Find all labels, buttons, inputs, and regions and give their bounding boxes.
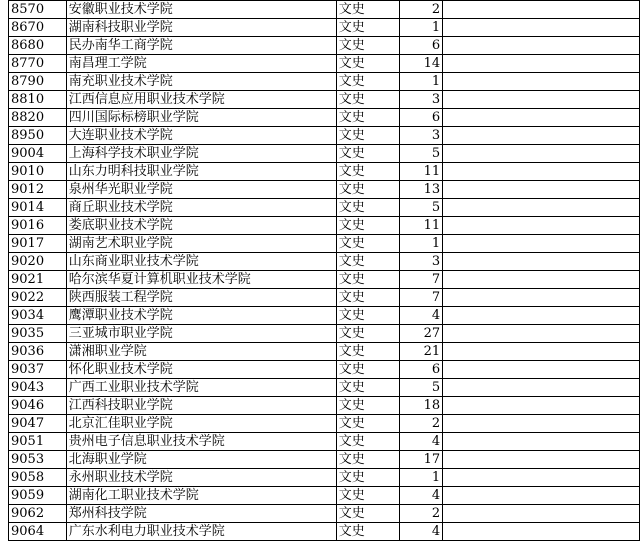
- college-code-cell: 9017: [9, 235, 67, 253]
- subject-type-cell: 文史: [336, 163, 400, 181]
- subject-type-cell: 文史: [336, 343, 400, 361]
- college-name-cell: 娄底职业技术学院: [66, 217, 336, 235]
- college-name-cell: 哈尔滨华夏计算机职业技术学院: [66, 271, 336, 289]
- subject-type-cell: 文史: [336, 73, 400, 91]
- college-code-cell: 8810: [9, 91, 67, 109]
- subject-type-cell: 文史: [336, 19, 400, 37]
- college-code-cell: 9012: [9, 181, 67, 199]
- college-code-cell: 9020: [9, 253, 67, 271]
- college-code-cell: 9046: [9, 397, 67, 415]
- plan-count-cell: 27: [400, 325, 443, 343]
- college-code-cell: 8820: [9, 109, 67, 127]
- college-code-cell: 8790: [9, 73, 67, 91]
- college-name-cell: 泉州华光职业学院: [66, 181, 336, 199]
- table-row: [9, 199, 640, 217]
- college-name-cell: 安徽职业技术学院: [66, 1, 336, 19]
- table-row: [9, 1, 640, 19]
- subject-type-cell: 文史: [336, 397, 400, 415]
- empty-cell: [443, 73, 640, 91]
- college-name-cell: 北海职业学院: [66, 451, 336, 469]
- plan-count-cell: 4: [400, 523, 443, 541]
- plan-count-cell: 2: [400, 1, 443, 19]
- table-row: [9, 505, 640, 523]
- college-code-cell: 8680: [9, 37, 67, 55]
- table-row: [9, 487, 640, 505]
- admission-table: [8, 0, 640, 541]
- college-code-cell: 9021: [9, 271, 67, 289]
- subject-type-cell: 文史: [336, 451, 400, 469]
- table-row: [9, 217, 640, 235]
- plan-count-cell: 11: [400, 217, 443, 235]
- college-name-cell: 四川国际标榜职业学院: [66, 109, 336, 127]
- college-code-cell: 9064: [9, 523, 67, 541]
- college-code-cell: 9043: [9, 379, 67, 397]
- plan-count-cell: 5: [400, 145, 443, 163]
- college-code-cell: 9022: [9, 289, 67, 307]
- table-row: [9, 433, 640, 451]
- college-name-cell: 潇湘职业学院: [66, 343, 336, 361]
- empty-cell: [443, 451, 640, 469]
- subject-type-cell: 文史: [336, 199, 400, 217]
- empty-cell: [443, 19, 640, 37]
- college-name-cell: 南昌理工学院: [66, 55, 336, 73]
- empty-cell: [443, 181, 640, 199]
- empty-cell: [443, 289, 640, 307]
- college-code-cell: 8570: [9, 1, 67, 19]
- college-code-cell: 9004: [9, 145, 67, 163]
- subject-type-cell: 文史: [336, 109, 400, 127]
- table-row: [9, 253, 640, 271]
- subject-type-cell: 文史: [336, 145, 400, 163]
- plan-count-cell: 6: [400, 361, 443, 379]
- table-row: [9, 397, 640, 415]
- plan-count-cell: 4: [400, 307, 443, 325]
- college-code-cell: 9035: [9, 325, 67, 343]
- subject-type-cell: 文史: [336, 487, 400, 505]
- plan-count-cell: 2: [400, 415, 443, 433]
- subject-type-cell: 文史: [336, 55, 400, 73]
- college-name-cell: 商丘职业技术学院: [66, 199, 336, 217]
- table-row: [9, 127, 640, 145]
- subject-type-cell: 文史: [336, 235, 400, 253]
- college-name-cell: 贵州电子信息职业技术学院: [66, 433, 336, 451]
- table-row: [9, 325, 640, 343]
- empty-cell: [443, 109, 640, 127]
- college-code-cell: 9010: [9, 163, 67, 181]
- table-row: [9, 145, 640, 163]
- college-name-cell: 郑州科技学院: [66, 505, 336, 523]
- college-code-cell: 9034: [9, 307, 67, 325]
- empty-cell: [443, 235, 640, 253]
- plan-count-cell: 2: [400, 505, 443, 523]
- subject-type-cell: 文史: [336, 415, 400, 433]
- table-row: [9, 415, 640, 433]
- empty-cell: [443, 1, 640, 19]
- subject-type-cell: 文史: [336, 271, 400, 289]
- college-code-cell: 9047: [9, 415, 67, 433]
- college-name-cell: 湖南化工职业技术学院: [66, 487, 336, 505]
- college-name-cell: 江西信息应用职业技术学院: [66, 91, 336, 109]
- plan-count-cell: 4: [400, 487, 443, 505]
- subject-type-cell: 文史: [336, 523, 400, 541]
- empty-cell: [443, 307, 640, 325]
- table-row: [9, 343, 640, 361]
- subject-type-cell: 文史: [336, 127, 400, 145]
- college-code-cell: 9059: [9, 487, 67, 505]
- table-row: [9, 73, 640, 91]
- plan-count-cell: 1: [400, 73, 443, 91]
- college-name-cell: 永州职业技术学院: [66, 469, 336, 487]
- college-name-cell: 广西工业职业技术学院: [66, 379, 336, 397]
- college-name-cell: 山东商业职业技术学院: [66, 253, 336, 271]
- college-code-cell: 9016: [9, 217, 67, 235]
- table-row: [9, 361, 640, 379]
- table-row: [9, 55, 640, 73]
- plan-count-cell: 7: [400, 289, 443, 307]
- subject-type-cell: 文史: [336, 181, 400, 199]
- plan-count-cell: 1: [400, 469, 443, 487]
- subject-type-cell: 文史: [336, 361, 400, 379]
- empty-cell: [443, 397, 640, 415]
- empty-cell: [443, 325, 640, 343]
- subject-type-cell: 文史: [336, 505, 400, 523]
- subject-type-cell: 文史: [336, 325, 400, 343]
- subject-type-cell: 文史: [336, 379, 400, 397]
- empty-cell: [443, 361, 640, 379]
- college-name-cell: 鹰潭职业技术学院: [66, 307, 336, 325]
- plan-count-cell: 17: [400, 451, 443, 469]
- plan-count-cell: 3: [400, 253, 443, 271]
- college-name-cell: 南充职业技术学院: [66, 73, 336, 91]
- empty-cell: [443, 487, 640, 505]
- subject-type-cell: 文史: [336, 1, 400, 19]
- college-code-cell: 9014: [9, 199, 67, 217]
- table-row: [9, 289, 640, 307]
- table-row: [9, 163, 640, 181]
- plan-count-cell: 1: [400, 235, 443, 253]
- empty-cell: [443, 127, 640, 145]
- subject-type-cell: 文史: [336, 469, 400, 487]
- plan-count-cell: 7: [400, 271, 443, 289]
- college-name-cell: 广东水利电力职业技术学院: [66, 523, 336, 541]
- empty-cell: [443, 217, 640, 235]
- empty-cell: [443, 379, 640, 397]
- table-row: [9, 379, 640, 397]
- plan-count-cell: 4: [400, 433, 443, 451]
- subject-type-cell: 文史: [336, 307, 400, 325]
- table-body: [9, 1, 640, 541]
- plan-count-cell: 11: [400, 163, 443, 181]
- college-code-cell: 9058: [9, 469, 67, 487]
- plan-count-cell: 5: [400, 199, 443, 217]
- plan-count-cell: 18: [400, 397, 443, 415]
- college-name-cell: 三亚城市职业学院: [66, 325, 336, 343]
- empty-cell: [443, 271, 640, 289]
- college-code-cell: 8770: [9, 55, 67, 73]
- plan-count-cell: 14: [400, 55, 443, 73]
- empty-cell: [443, 253, 640, 271]
- table-row: [9, 37, 640, 55]
- table-row: [9, 19, 640, 37]
- empty-cell: [443, 433, 640, 451]
- empty-cell: [443, 145, 640, 163]
- plan-count-cell: 3: [400, 91, 443, 109]
- table-row: [9, 109, 640, 127]
- empty-cell: [443, 37, 640, 55]
- plan-count-cell: 6: [400, 37, 443, 55]
- empty-cell: [443, 91, 640, 109]
- plan-count-cell: 5: [400, 379, 443, 397]
- subject-type-cell: 文史: [336, 37, 400, 55]
- college-name-cell: 湖南艺术职业学院: [66, 235, 336, 253]
- college-code-cell: 9051: [9, 433, 67, 451]
- subject-type-cell: 文史: [336, 217, 400, 235]
- plan-count-cell: 21: [400, 343, 443, 361]
- empty-cell: [443, 415, 640, 433]
- college-name-cell: 大连职业技术学院: [66, 127, 336, 145]
- plan-count-cell: 13: [400, 181, 443, 199]
- empty-cell: [443, 469, 640, 487]
- college-name-cell: 湖南科技职业学院: [66, 19, 336, 37]
- college-name-cell: 上海科学技术职业学院: [66, 145, 336, 163]
- table-row: [9, 181, 640, 199]
- college-name-cell: 民办南华工商学院: [66, 37, 336, 55]
- empty-cell: [443, 55, 640, 73]
- table-row: [9, 307, 640, 325]
- table-row: [9, 271, 640, 289]
- table-row: [9, 451, 640, 469]
- college-name-cell: 北京汇佳职业学院: [66, 415, 336, 433]
- plan-count-cell: 1: [400, 19, 443, 37]
- college-code-cell: 9053: [9, 451, 67, 469]
- college-code-cell: 9037: [9, 361, 67, 379]
- table-row: [9, 469, 640, 487]
- college-name-cell: 江西科技职业学院: [66, 397, 336, 415]
- college-name-cell: 山东力明科技职业学院: [66, 163, 336, 181]
- subject-type-cell: 文史: [336, 289, 400, 307]
- college-code-cell: 8950: [9, 127, 67, 145]
- table-row: [9, 235, 640, 253]
- college-code-cell: 8670: [9, 19, 67, 37]
- plan-count-cell: 3: [400, 127, 443, 145]
- college-name-cell: 怀化职业技术学院: [66, 361, 336, 379]
- subject-type-cell: 文史: [336, 91, 400, 109]
- subject-type-cell: 文史: [336, 433, 400, 451]
- empty-cell: [443, 163, 640, 181]
- plan-count-cell: 6: [400, 109, 443, 127]
- college-code-cell: 9062: [9, 505, 67, 523]
- empty-cell: [443, 343, 640, 361]
- table-row: [9, 91, 640, 109]
- college-name-cell: 陕西服装工程学院: [66, 289, 336, 307]
- subject-type-cell: 文史: [336, 253, 400, 271]
- empty-cell: [443, 199, 640, 217]
- college-code-cell: 9036: [9, 343, 67, 361]
- empty-cell: [443, 505, 640, 523]
